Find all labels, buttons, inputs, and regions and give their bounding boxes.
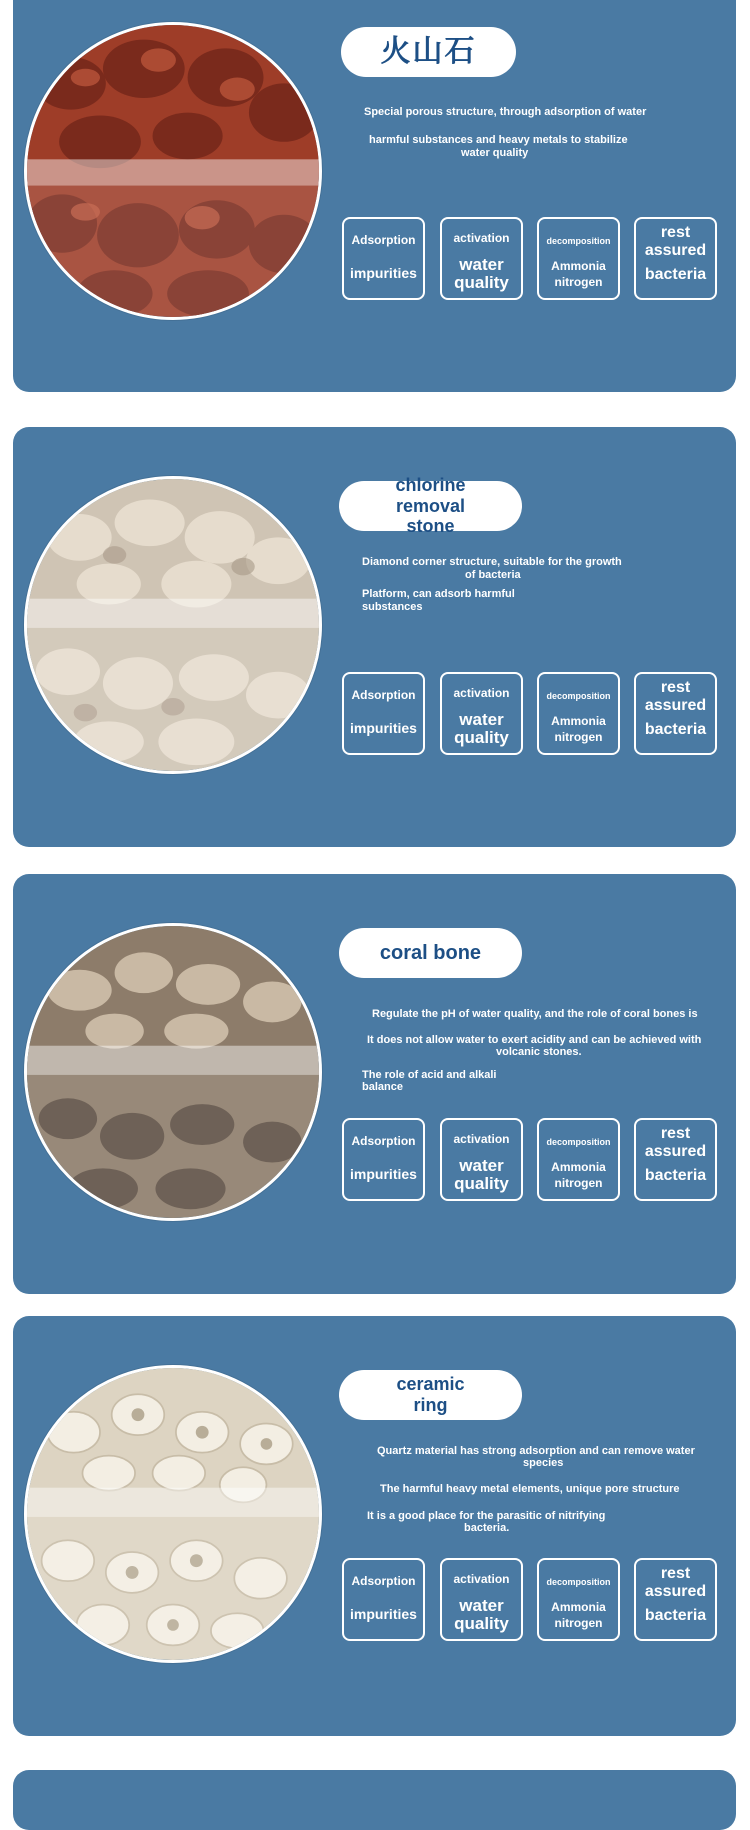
title-pill: ceramic ring (339, 1370, 522, 1420)
description-line: Special porous structure, through adsorption of water (364, 106, 647, 118)
feature-tile-adsorption: Adsorption impurities (342, 672, 425, 755)
feature-tile-adsorption: Adsorption impurities (342, 1118, 425, 1201)
description-line: volcanic stones. (496, 1046, 582, 1058)
feature-tile-adsorption: Adsorption impurities (342, 217, 425, 300)
description-line: The role of acid and alkali (362, 1069, 497, 1081)
title-pill: 火山石 (341, 27, 516, 77)
product-card-coral-bone (13, 874, 736, 1294)
feature-tile-activation: activation water quality (440, 217, 523, 300)
feature-tile-activation: activation water quality (440, 1558, 523, 1641)
product-card-ceramic-ring (13, 1316, 736, 1736)
product-card-volcanic-stone (13, 0, 736, 392)
feature-tile-rest-assured: rest assured bacteria (634, 217, 717, 300)
ceramic-ring-photo (24, 1365, 322, 1663)
description-line: bacteria. (464, 1522, 510, 1534)
description-line: water quality (461, 147, 529, 159)
title-pill: coral bone (339, 928, 522, 978)
feature-tile-decomposition: decomposition Ammonia nitrogen (537, 1558, 620, 1641)
feature-tile-adsorption: Adsorption impurities (342, 1558, 425, 1641)
description-line: The harmful heavy metal elements, unique pore structure (380, 1483, 680, 1495)
feature-tile-rest-assured: rest assured bacteria (634, 1118, 717, 1201)
description-line: substances (362, 601, 423, 613)
description-line: Quartz material has strong adsorption and can remove water (377, 1445, 695, 1457)
feature-tile-rest-assured: rest assured bacteria (634, 672, 717, 755)
description-line: species (523, 1457, 564, 1469)
description-line: of bacteria (465, 569, 521, 581)
product-card-next-partial (13, 1770, 736, 1830)
feature-tile-decomposition: decomposition Ammonia nitrogen (537, 217, 620, 300)
description-line: It is a good place for the parasitic of nitrifying (367, 1510, 606, 1522)
feature-tile-decomposition: decomposition Ammonia nitrogen (537, 672, 620, 755)
feature-tile-decomposition: decomposition Ammonia nitrogen (537, 1118, 620, 1201)
description-line: harmful substances and heavy metals to stabilize (369, 134, 628, 146)
description-line: balance (362, 1081, 403, 1093)
coral-bone-photo (24, 923, 322, 1221)
description-line: Regulate the pH of water quality, and the role of coral bones is (372, 1008, 698, 1020)
volcanic-stone-photo (24, 22, 322, 320)
description-line: Platform, can adsorb harmful (362, 588, 515, 600)
description-line: Diamond corner structure, suitable for the growth (362, 556, 622, 568)
title-pill: chlorine removal stone (339, 481, 522, 531)
description-line: It does not allow water to exert acidity and can be achieved with (367, 1034, 702, 1046)
chlorine-stone-photo (24, 476, 322, 774)
product-card-chlorine-removal-stone (13, 427, 736, 847)
feature-tile-activation: activation water quality (440, 672, 523, 755)
feature-tile-activation: activation water quality (440, 1118, 523, 1201)
feature-tile-rest-assured: rest assured bacteria (634, 1558, 717, 1641)
